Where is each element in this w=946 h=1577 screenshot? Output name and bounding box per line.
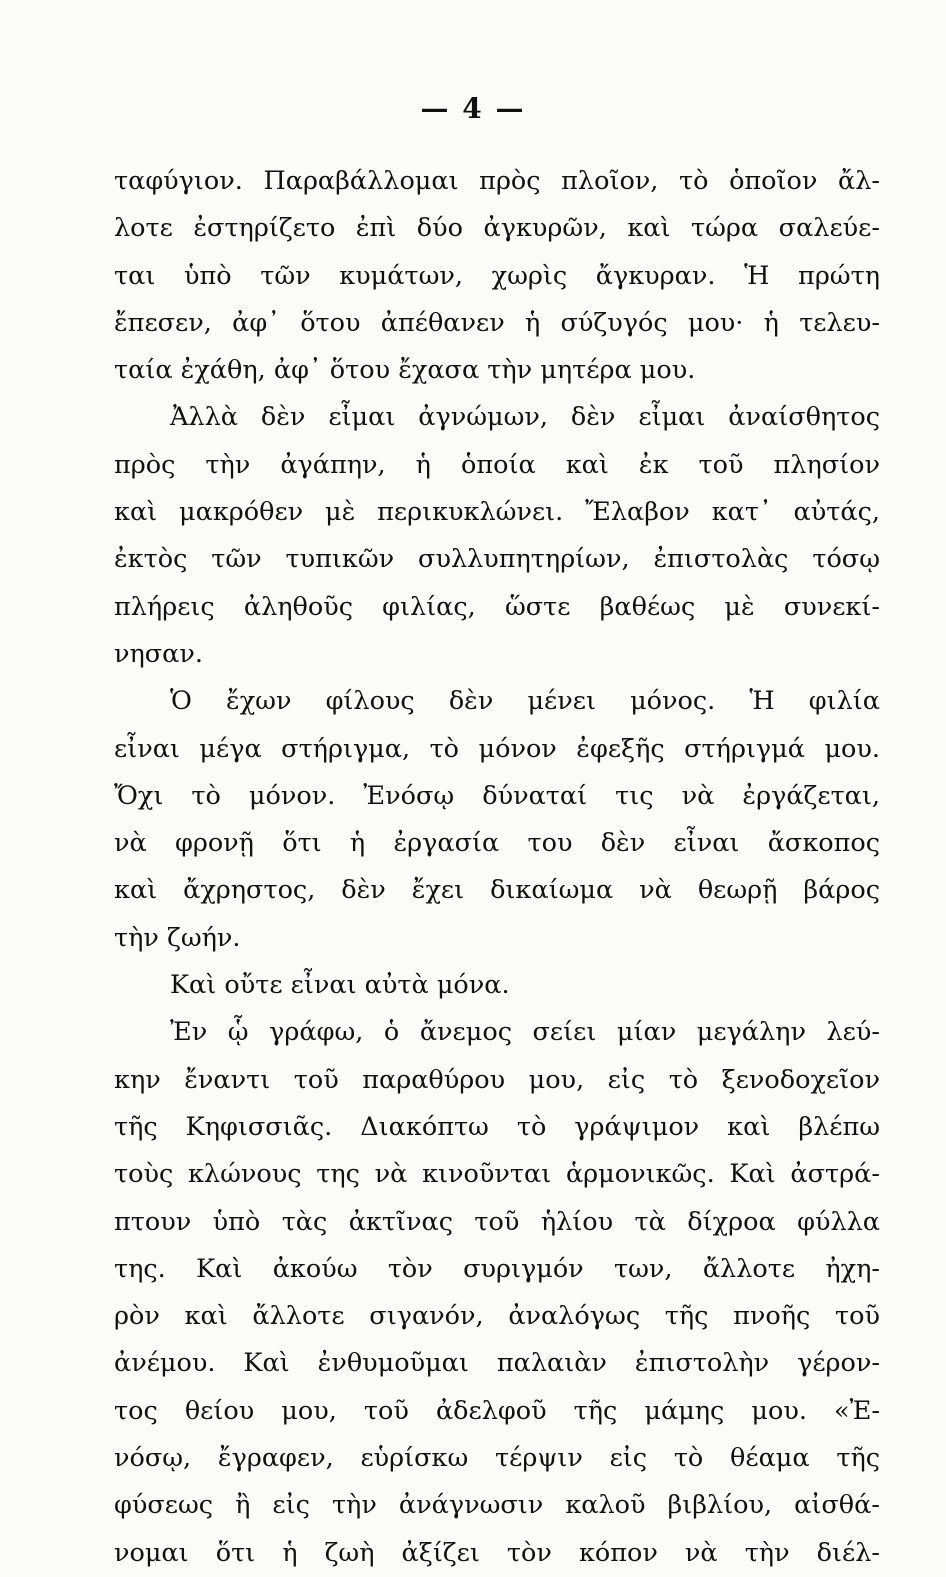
text-line: Ἐν ᾧ γράφω, ὁ ἄνεμος σείει μίαν μεγάλην λεύ- — [170, 1017, 880, 1048]
text-line: τῆς Κηφισσιᾶς. Διακόπτω τὸ γράψιμον καὶ βλέπω — [114, 1111, 880, 1142]
text-line: Ἀλλὰ δὲν εἶμαι ἀγνώμων, δὲν εἶμαι ἀναίσθητος — [170, 402, 880, 433]
text-line: ταφύγιον. Παραβάλλομαι πρὸς πλοῖον, τὸ ὁποῖον ἄλ- — [114, 166, 880, 196]
text-line: κην ἔναντι τοῦ παραθύρου μου, εἰς τὸ ξενοδοχεῖον — [114, 1064, 880, 1095]
text-line: εἶναι μέγα στήριγμα, τὸ μόνον ἐφεξῆς στήριγμά μου. — [114, 733, 880, 764]
text-line: νὰ φρονῇ ὅτι ἡ ἐργασία του δὲν εἶναι ἄσκοπος — [114, 828, 880, 859]
text-line: ἀνέμου. Καὶ ἐνθυμοῦμαι παλαιὰν ἐπιστολὴν γέρον- — [114, 1348, 880, 1379]
text-line: λοτε ἐστηρίζετο ἐπὶ δύο ἀγκυρῶν, καὶ τώρα σαλεύε- — [114, 213, 880, 244]
text-line: πλήρεις ἀληθοῦς φιλίας, ὥστε βαθέως μὲ συνεκί- — [114, 591, 880, 622]
text-line: Καὶ οὔτε εἶναι αὐτὰ μόνα. — [170, 970, 510, 1001]
text-line: Ὁ ἔχων φίλους δὲν μένει μόνος. Ἡ φιλία — [170, 686, 880, 717]
text-line: ἐκτὸς τῶν τυπικῶν συλλυπητηρίων, ἐπιστολὰς τόσῳ — [114, 544, 880, 575]
text-line: φύσεως ἢ εἰς τὴν ἀνάγνωσιν καλοῦ βιβλίου, αἰσθά- — [114, 1490, 880, 1521]
body-text — [114, 158, 880, 1577]
page-number: — 4 — — [420, 92, 526, 125]
text-line: καὶ μακρόθεν μὲ περικυκλώνει. Ἔλαβον κατ᾽ αὐτάς, — [114, 497, 880, 528]
text-line: νησαν. — [114, 638, 204, 669]
text-line: νόσῳ, ἔγραφεν, εὑρίσκω τέρψιν εἰς τὸ θέαμα τῆς — [114, 1443, 880, 1474]
text-line: ταία ἐχάθη, ἀφ᾽ ὅτου ἔχασα τὴν μητέρα μου. — [114, 355, 696, 386]
text-line: πρὸς τὴν ἀγάπην, ἡ ὁποία καὶ ἐκ τοῦ πλησίον — [114, 449, 880, 480]
text-line: πτουν ὑπὸ τὰς ἀκτῖνας τοῦ ἡλίου τὰ δίχροα φύλλα — [114, 1206, 880, 1237]
text-line: νομαι ὅτι ἡ ζωὴ ἀξίζει τὸν κόπον νὰ τὴν διέλ- — [114, 1537, 880, 1568]
text-line: ται ὑπὸ τῶν κυμάτων, χωρὶς ἄγκυραν. Ἡ πρώτη — [114, 260, 880, 291]
text-line: Ὄχι τὸ μόνον. Ἐνόσῳ δύναταί τις νὰ ἐργάζεται, — [114, 780, 880, 811]
text-line: της. Καὶ ἀκούω τὸν συριγμόν των, ἄλλοτε ἠχη- — [114, 1253, 880, 1284]
text-line: ρὸν καὶ ἄλλοτε σιγανόν, ἀναλόγως τῆς πνοῆς τοῦ — [114, 1301, 880, 1332]
text-line: τὴν ζωήν. — [114, 922, 241, 953]
text-line: τος θείου μου, τοῦ ἀδελφοῦ τῆς μάμης μου. «Ἐ- — [114, 1395, 880, 1426]
text-line: καὶ ἄχρηστος, δὲν ἔχει δικαίωμα νὰ θεωρῇ βάρος — [114, 875, 880, 906]
text-line: τοὺς κλώνους της νὰ κινοῦνται ἁρμονικῶς. Καὶ ἀστρά- — [114, 1159, 880, 1190]
text-line: ἔπεσεν, ἀφ᾽ ὅτου ἀπέθανεν ἡ σύζυγός μου· ἡ τελευ- — [114, 307, 880, 338]
